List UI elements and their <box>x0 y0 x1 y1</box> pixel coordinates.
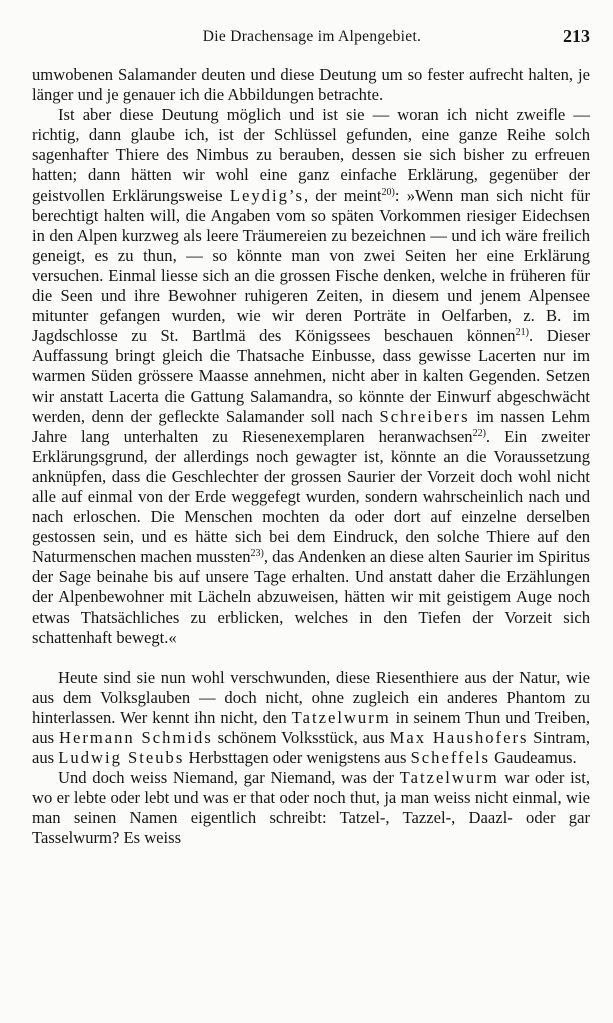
paragraph-leydig-quote <box>32 105 590 648</box>
text-run: , der meint <box>303 185 382 205</box>
spaced-word-tatzelwurm: Tatzelwurm <box>399 768 499 788</box>
text-run: , das Andenken an diese alten Saurier im Spiritus der Sage beinahe bis auf unsere Tage erhalten. Und anstatt daher die Erzählungen der Alpenbewohner mit Lächeln abzuweisen, hätten wir mit geistigem Auge noch etwas Thatsächliches zu erblicken, welches in den Tiefen der Vorzeit sich schattenhaft bewegt.« <box>32 547 590 647</box>
body-text <box>32 65 590 849</box>
text-run: umwobenen Salamander deuten und diese Deutung um so fester aufrecht halten, je länger und je genauer ich die Abbildungen betrachte. <box>32 65 590 105</box>
spaced-name-scheffels: Scheffels <box>410 748 491 768</box>
text-run: . Ein zweiter Erklärungsgrund, der allerdings noch gewagter ist, könnte an die Voraussetzung anknüpfen, dass die Geschlechter der grossen Saurier der Vorzeit doch wohl nicht alle auf einmal von der Erde weggefegt wurden, sondern wahrscheinlich nach und nach erloschen. Die Menschen mochten da oder dort auf einzelne derselben gestossen sein, und es hätte sich bei dem Eindruck, den solche Thiere auf den Naturmenschen machen mussten <box>32 426 590 567</box>
spaced-name-max-haushofers: Max Haushofers <box>389 728 529 747</box>
text-run: schönem Volksstück, aus <box>212 728 390 747</box>
text-run: im nassen Lehm Jahre lang unterhalten zu Riesenexemplaren heranwachsen <box>32 406 590 446</box>
text-run: Sintram, aus <box>32 728 590 768</box>
text-run: Heute sind sie nun wohl verschwunden, diese Riesenthiere aus der Natur, wie aus dem Volksglauben — doch nicht, ohne zugleich ein anderes Phantom zu hinterlassen. Wer kennt ihn nicht, den <box>32 667 590 727</box>
footnote-ref-20: 20) <box>381 186 395 198</box>
running-title: Die Drachensage im Alpengebiet. <box>202 28 422 45</box>
spaced-name-schreibers: Schreibers <box>379 406 470 426</box>
paragraph-tatzelwurm-name <box>32 768 590 848</box>
page-header <box>34 22 590 48</box>
text-run: war oder ist, wo er lebte oder lebt und was er that oder noch thut, ja man weiss nicht einmal, wie man seinen Namen eigentlich schreibt: Tatzel-, Tazzel-, Daazl- oder gar Tasselwurm? Es weiss <box>32 768 590 848</box>
page-number: 213 <box>563 26 590 46</box>
paragraph-continuation <box>32 65 590 105</box>
spaced-word-tatzelwurm: Tatzelwurm <box>291 707 391 727</box>
text-run: . Dieser Auffassung bringt gleich die Thatsache Einbusse, dass gewisse Lacerten nur im warmen Süden grössere Maasse annehmen, nicht aber in kalten Gegenden. Setzen wir anstatt Lacerta die Gattung Salamandra, so könnte der Einwurf abgeschwächt werden, denn der gefleckte Salamander soll nach <box>32 326 590 426</box>
text-run: in seinem Thun und Treiben, aus <box>32 707 590 747</box>
spaced-name-hermann-schmids: Hermann Schmids <box>58 728 213 747</box>
footnote-ref-22: 22) <box>472 427 486 439</box>
text-run: Und doch weiss Niemand, gar Niemand, was der <box>58 768 400 788</box>
footnote-ref-23: 23) <box>250 548 264 560</box>
footnote-ref-21: 21) <box>515 327 529 339</box>
text-run: Herbsttagen oder wenigstens aus <box>184 748 411 768</box>
spaced-name-leydig: Leydig’s <box>229 185 304 205</box>
text-run: Ist aber diese Deutung möglich und ist sie — woran ich nicht zweifle — richtig, dann glaube ich, ist der Schlüssel gefunden, eine ganze Reihe solch sagenhafter Thiere des Nimbus zu berauben, dessen sie sich bisher zu erfreuen hatten; dann hätten wir wohl eine ganz einfache Erklärung, gegenüber der geistvollen Erklärungsweise <box>32 105 590 205</box>
text-run: : »Wenn man sich nicht für berechtigt halten will, die Angaben vom so späten Vorkommen riesiger Eidechsen in den Alpen kurzweg als leere Träumereien zu bezeichnen — und ich wäre freilich geneigt, es zu thun, — so könnte man von zwei Seiten her eine Erklärung versuchen. Einmal liesse sich an die grossen Fische denken, welche in früheren für die Seen und ihre Bewohner ruhigeren Zeiten, in diesem und jenem Alpensee mitunter gefangen wurden, wie wir deren Porträte in Oelfarben, z. B. im Jagdschlosse zu St. Bartlmä des Königssees beschauen können <box>32 185 590 346</box>
spaced-name-ludwig-steubs: Ludwig Steubs <box>58 748 185 768</box>
text-run: Gaudeamus. <box>490 748 577 768</box>
paragraph-tatzelwurm-intro <box>32 668 590 768</box>
